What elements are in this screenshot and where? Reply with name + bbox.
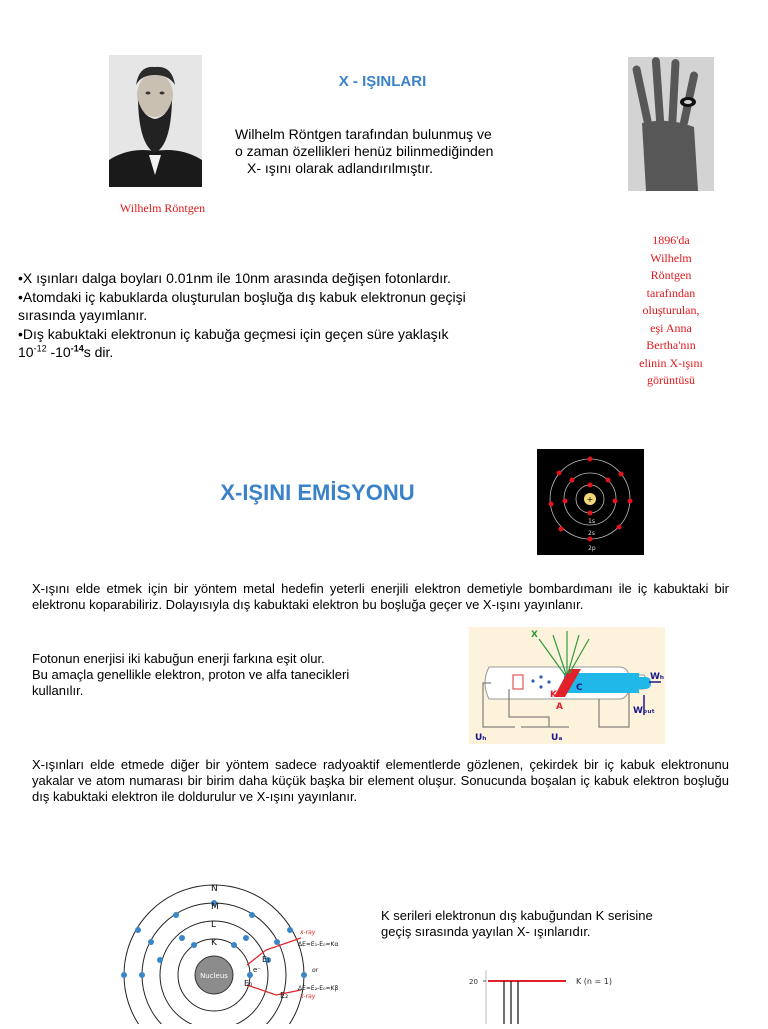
- shell-label: 2p: [588, 545, 596, 552]
- label-wout: Wₒᵤₜ: [633, 706, 655, 716]
- shell-drawing: [116, 880, 354, 1024]
- label-e1: E₁: [262, 955, 271, 964]
- xray-tube-diagram: [469, 627, 665, 744]
- label-eq-2: ΔE=E₂-E₀=Kβ: [298, 985, 339, 992]
- level-tick: 20: [469, 978, 478, 986]
- bullet-3: •Dış kabuktaki elektronun iç kabuğa geçmesi için geçen süre yaklaşık: [18, 325, 449, 342]
- hand-caption-line: eşi Anna: [650, 320, 692, 335]
- label-eq-1: ΔE=E₁-E₀=Kα: [298, 941, 339, 948]
- exponent: -14: [70, 343, 84, 354]
- hand-caption-line: oluşturulan,: [642, 303, 700, 317]
- hand-caption-line: görüntüsü: [647, 373, 695, 387]
- electron-shell-diagram: [116, 880, 354, 1024]
- intro-line-1: Wilhelm Röntgen tarafından bulunmuş ve: [235, 126, 492, 142]
- hand-caption-line: Wilhelm: [650, 250, 692, 265]
- nucleus-label: Nucleus: [200, 972, 228, 980]
- paragraph-4: [381, 908, 741, 940]
- label-xray-2: x-ray: [300, 993, 316, 1000]
- paragraph-1: X-ışını elde etmek için bir yöntem metal hedefin yeterli enerjili elektron demetiyle bombardımanı ile iç kabuktaki bir elektronu koparabiliriz. Dolayısıyla dış kabuktaki elektron bu boşluğa geçer ve X-ışını yayınlanır.: [32, 581, 729, 612]
- energy-level-chart: [466, 966, 632, 1024]
- hand-caption-line: 1896'da: [652, 233, 690, 247]
- p2-line: Fotonun enerjisi iki kabuğun enerji farkına eşit olur.: [32, 651, 325, 666]
- intro-line-2: o zaman özellikleri henüz bilinmediğinden: [235, 143, 494, 159]
- hand-caption-line: tarafından: [646, 285, 696, 300]
- exponent: -12: [33, 343, 47, 354]
- atom-diagram: [537, 449, 644, 555]
- p2-line: Bu amaçla genellikle elektron, proton ve alfa tanecikleri: [32, 667, 350, 682]
- label-ua: Uₐ: [551, 733, 563, 743]
- shell-k: K: [211, 938, 217, 948]
- p4-line: K serileri elektronun dış kabuğundan K serisine: [381, 908, 653, 923]
- intro-text: [235, 126, 545, 177]
- p4-line: geçiş sırasında yayılan X- ışınlarıdır.: [381, 924, 591, 939]
- label-e0: E₀: [244, 979, 253, 988]
- xray-hand-image: [628, 57, 714, 191]
- label-uh: Uₕ: [475, 733, 487, 743]
- label-a: A: [556, 702, 563, 712]
- svg-text:+: +: [586, 495, 594, 504]
- paragraph-2: [32, 651, 402, 699]
- exp-base: -10: [46, 344, 71, 360]
- atom-orbit-icon: [537, 449, 644, 555]
- tube-drawing: [469, 627, 665, 744]
- shell-m: M: [211, 902, 219, 912]
- label-e: e⁻: [253, 966, 262, 974]
- label-xray-1: x-ray: [300, 929, 316, 936]
- bullet-list: [18, 269, 538, 362]
- hand-caption-line: Bertha'nın: [646, 338, 696, 352]
- label-e2: E₂: [280, 991, 289, 1000]
- rontgen-portrait: [109, 55, 202, 187]
- label-wh: Wₕ: [650, 672, 665, 682]
- bullet-3-cont: [18, 343, 538, 362]
- hand-caption: [630, 232, 712, 390]
- portrait-image: [109, 55, 202, 187]
- xray-hand-picture: [628, 57, 714, 191]
- portrait-caption: Wilhelm Röntgen: [119, 201, 206, 215]
- page-title: X - IŞINLARI: [338, 73, 427, 90]
- hand-caption-line: Röntgen: [650, 268, 692, 282]
- intro-line-3: X- ışını olarak adlandırılmıştır.: [247, 160, 433, 176]
- bullet-1: •X ışınları dalga boyları 0.01nm ile 10nm arasında değişen fotonlardır.: [18, 270, 451, 286]
- p2-line: kullanılır.: [32, 683, 84, 698]
- exp-unit: s dir.: [83, 344, 114, 360]
- level-drawing: [466, 966, 632, 1024]
- paragraph-3: X-ışınları elde etmede diğer bir yöntem sadece radyoaktif elementlerde gözlenen, çekirdek bir iç kabuk elektronunu yakalar ve atom numarası bir birim daha küçük başka bir element oluşur. Sonucunda boşalan iç kabuk elektron boşluğu dış kabuktaki elektron ile doldurulur ve X-ışını yayınlanır.: [32, 757, 729, 804]
- shell-n: N: [211, 884, 218, 894]
- shell-label: 2s: [588, 530, 595, 537]
- exp-base: 10: [18, 344, 34, 360]
- label-or: or: [312, 967, 319, 974]
- label-x: X: [531, 630, 538, 640]
- hand-caption-line: elinin X-ışını: [639, 355, 703, 370]
- label-c: C: [576, 683, 583, 693]
- bullet-2: •Atomdaki iç kabuklarda oluşturulan boşluğa dış kabuk elektronun geçişi: [18, 288, 466, 305]
- section-title: X-IŞINI EMİSYONU: [220, 480, 415, 505]
- level-label: K (n = 1): [576, 977, 612, 986]
- shell-l: L: [211, 920, 217, 930]
- shell-label: 1s: [588, 518, 595, 525]
- bullet-2-cont: sırasında yayımlanır.: [18, 307, 148, 323]
- label-k: K: [550, 690, 557, 700]
